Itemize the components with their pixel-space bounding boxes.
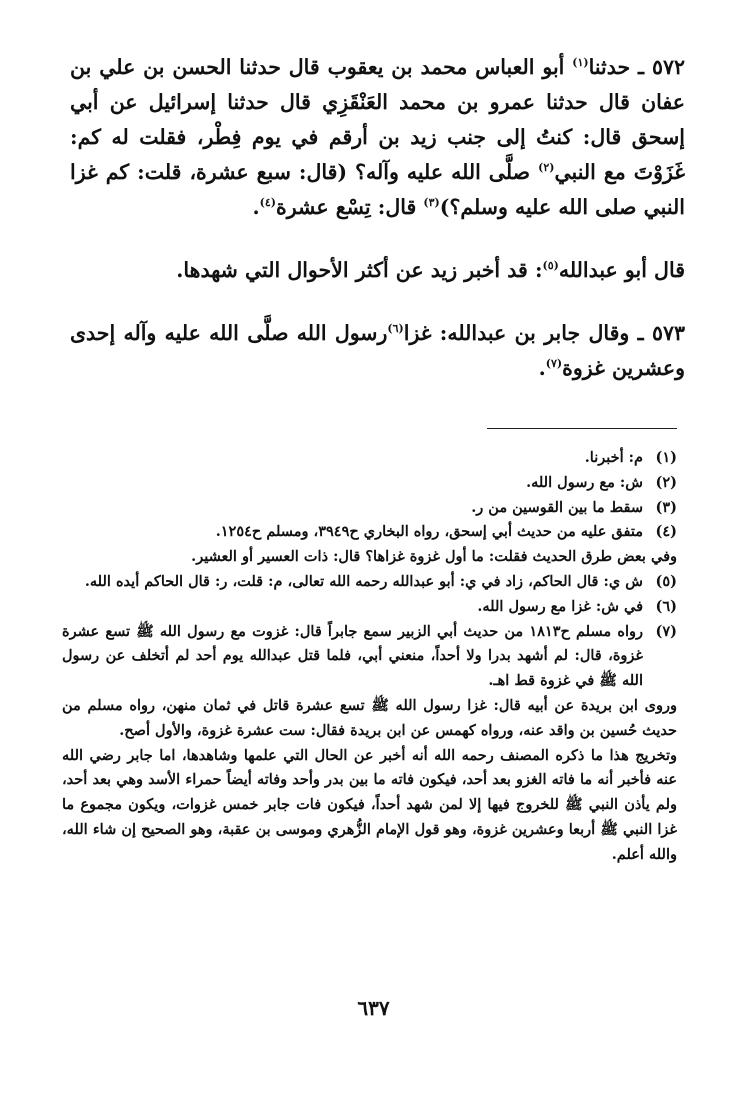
footnote-item: (٧) رواه مسلم ح١٨١٣ من حديث أبي الزبير سمع جابراً قال: غزوت مع رسول الله ﷺ تسع عشرة غزوة، قال: لم أشهد بدرا ولا أحداً، منعني أبي، فلما قتل عبدالله يوم أحد لم أتخلف عن رسول الله ﷺ في غزوة قط اهـ. — [62, 622, 677, 690]
footnote-item: (٦) في ش: غزا مع رسول الله. — [477, 597, 677, 615]
footnotes — [62, 446, 677, 868]
footnote-continuation: وفي بعض طرق الحديث فقلت: ما أول غزوة غزاها؟ قال: ذات العسير أو العشير. — [191, 548, 677, 566]
main-text — [70, 50, 685, 386]
hadith-572: ٥٧٢ ـ حدثنا$^{(١)}$ أبو العباس محمد بن يعقوب قال حدثنا الحسن بن علي بن عفان قال حدثنا عمرو بن محمد العَنْقَزِي قال حدثنا إسرائيل عن أبي إسحق قال: كنتُ إلى جنب زيد بن أرقم في يوم فِطْر، فقلت له كم: غَزَوْتَ مع النبي$^{(٢)}$ صلَّى الله عليه وآله؟ (قال: سبع عشرة، قلت: كم غزا النبي صلى الله عليه وسلم؟)$^{(٣)}$ قال: تِسْع عشرة$^{(٤)}$. — [70, 55, 686, 219]
footnote-item: (٢) ش: مع رسول الله. — [526, 473, 677, 491]
page-number: ٦٣٧ — [357, 996, 390, 1020]
footnote-marker: (٥) — [542, 259, 559, 273]
footnote-item: (٥) ش ي: قال الحاكم، زاد في ي: أبو عبدالله رحمه الله تعالى، م: قلت، ر: قال الحاكم أيده الله. — [84, 572, 677, 590]
footnote-marker: (٣) — [423, 196, 440, 210]
footnote-marker: (٦) — [387, 322, 404, 336]
footnote-divider — [487, 428, 677, 429]
footnote-marker: (١) — [572, 56, 589, 70]
footnote-marker: (٧) — [545, 357, 563, 371]
footnote-paragraph: وروى ابن بريدة عن أبيه قال: غزا رسول الله ﷺ تسع عشرة قاتل في ثمان منهن، رواه مسلم من حديث حُسين بن واقد عنه، ورواه كهمس عن ابن بريدة فقال: ست عشرة غزوة، والأول أصح. — [62, 696, 677, 739]
hadith-573: ٥٧٣ ـ وقال جابر بن عبدالله: غزا$^{(٦)}$رسول الله صلَّى الله عليه وآله إحدى وعشرين غزوة$^{(٧)}$. — [70, 321, 685, 380]
footnote-marker: (٢) — [538, 161, 555, 175]
footnote-paragraph: وتخريج هذا ما ذكره المصنف رحمه الله أنه أخبر عن الحال التي علمها وشاهدها، اما جابر رضي الله عنه فأخبر أنه ما فاته الغزو بعد أحد، فيكون فاته ما بين بدر وأحد وفاته أيضاً حمراء الأسد وهي بعد أحد، ولم يأذن النبي ﷺ للخروج فيها إلا لمن شهد أحداً، فيكون فات جابر خمس غزوات، ويكون مجموع ما غزا النبي ﷺ أربعا وعشرين غزوة، وهو قول الإمام الزُّهري وموسى بن عقبة، وهو الصحيح إن شاء الله، والله أعلم. — [62, 746, 677, 863]
footnote-item: (٤) متفق عليه من حديث أبي إسحق، رواه البخاري ح٣٩٤٩، ومسلم ح١٢٥٤. — [215, 523, 677, 541]
footnote-item: (٣) سقط ما بين القوسين من ر. — [471, 498, 677, 516]
footnote-marker: (٤) — [259, 196, 276, 210]
footnote-item: (١) م: أخبرنا. — [584, 449, 677, 466]
commentary-abu-abdullah: قال أبو عبدالله$^{(٥)}$: قد أخبر زيد عن أكثر الأحوال التي شهدها. — [176, 258, 685, 282]
